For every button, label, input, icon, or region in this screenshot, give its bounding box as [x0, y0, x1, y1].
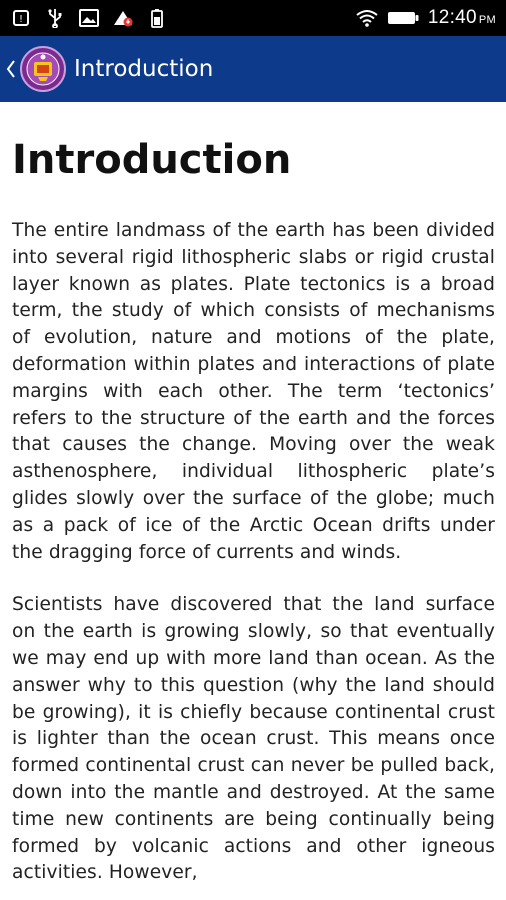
- article-paragraph: Scientists have discovered that the land surface on the earth is growing slowly, so that eventually we may end up with more land than ocean. As the answer why to this question (why the land should be growing), it is chiefly because continental crust is lighter than the ocean crust. This means once formed continental crust can never be pulled back, down into the mantle and destroyed. At the same time new continents are being continually being formed by volcanic actions and other igneous activities. However,: [12, 594, 495, 884]
- svg-text:!: !: [18, 14, 24, 25]
- app-logo-icon[interactable]: [20, 46, 66, 92]
- usb-icon: [44, 7, 66, 29]
- article-content[interactable]: [0, 102, 506, 900]
- notification-icon: [10, 7, 32, 29]
- app-bar: [0, 36, 506, 102]
- battery-icon: [386, 7, 420, 29]
- app-bar-title: Introduction: [74, 56, 214, 82]
- status-left-icons: [10, 7, 168, 29]
- status-right-icons: [356, 7, 496, 29]
- battery-saver-icon: [146, 7, 168, 29]
- page-title: Introduction: [12, 137, 292, 183]
- image-icon: [78, 7, 100, 29]
- app-update-icon: [112, 7, 134, 29]
- article-paragraph: The entire landmass of the earth has been divided into several rigid lithospheric slabs or rigid crustal layer known as plates. Plate tectonics is a broad term, the study of which consists of mechanisms of evolution, nature and motions of the plate, deformation within plates and interactions of plate margins with each other. The term ‘tectonics’ refers to the structure of the earth and the forces that causes the change. Moving over the weak asthenosphere, individual lithospheric plate’s glides slowly over the surface of the globe; much as a pack of ice of the Arctic Ocean drifts under the dragging force of currents and winds.: [12, 220, 495, 563]
- wifi-icon: [356, 7, 378, 29]
- status-bar: [0, 0, 506, 36]
- status-time: 12:40 PM: [427, 7, 496, 28]
- chevron-left-icon[interactable]: [4, 54, 18, 84]
